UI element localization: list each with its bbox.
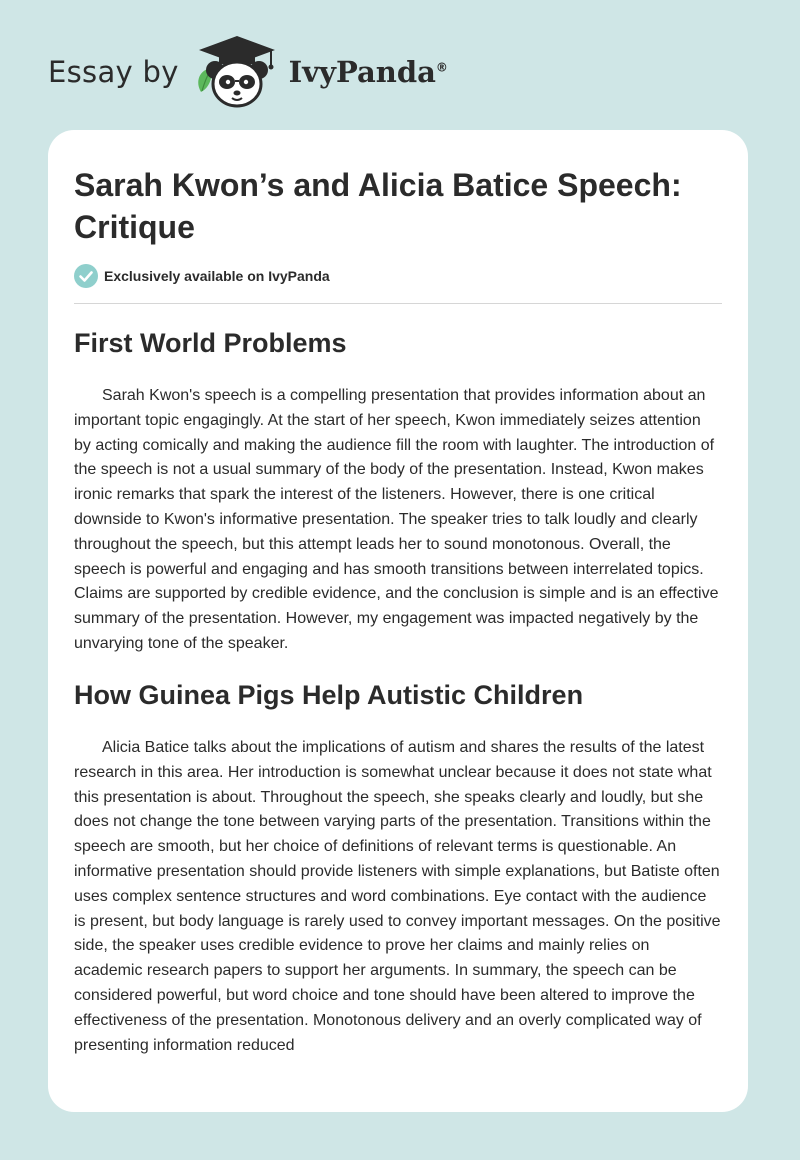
registered-mark: ® [435, 60, 448, 75]
section-paragraph: Alicia Batice talks about the implications of autism and shares the results of the latest research in this area. Her introduction is somewhat unclear because it does not state what this presentation is about. Throughout the speech, she speaks clearly and loudly, but she does not change the tone between varying parts of the presentation. Transitions within the speech are smooth, but her choice of definitions of relevant terms is questionable. An informative presentation should provide listeners with simple explanations, but Batiste often uses complex sentence structures and word combinations. Eye contact with the audience is present, but body language is rarely used to convey important messages. On the positive side, the speaker uses credible evidence to prove her claims and mainly relies on academic research papers to support her arguments. In summary, the speech can be considered powerful, but word choice and tone should have been altered to improve the effectiveness of the presentation. Monotonous delivery and an overly complicated way of presenting information reduced [74, 739, 721, 1054]
site-brand[interactable] [48, 34, 448, 110]
check-circle-icon [74, 264, 98, 288]
essay-by-label: Essay by [48, 55, 179, 89]
exclusive-badge [74, 264, 330, 288]
badge-text: Exclusively available on IvyPanda [104, 268, 330, 284]
section-heading: How Guinea Pigs Help Autistic Children [74, 680, 584, 710]
section-heading: First World Problems [74, 328, 347, 358]
brand-name: IvyPanda® [288, 55, 448, 89]
panda-graduate-logo [191, 34, 283, 110]
section-paragraph: Sarah Kwon's speech is a compelling presentation that provides information about an important topic engagingly. At the start of her speech, Kwon immediately seizes attention by acting comically and making the audience fill the room with laughter. The introduction of the speech is not a usual summary of the body of the presentation. Instead, Kwon makes ironic remarks that spark the interest of the listeners. However, there is one critical downside to Kwon's informative presentation. The speaker tries to talk loudly and clearly throughout the speech, but this attempt leads her to sound monotonous. Overall, the speech is powerful and engaging and has smooth transitions between interrelated topics. Claims are supported by credible evidence, and the conclusion is simple and is an effective summary of the presentation. However, my engagement was impacted negatively by the unvarying tone of the speaker. [74, 387, 719, 652]
divider [74, 303, 722, 304]
essay-card [48, 130, 748, 1112]
essay-title: Sarah Kwon’s and Alicia Batice Speech: Critique [74, 167, 682, 245]
